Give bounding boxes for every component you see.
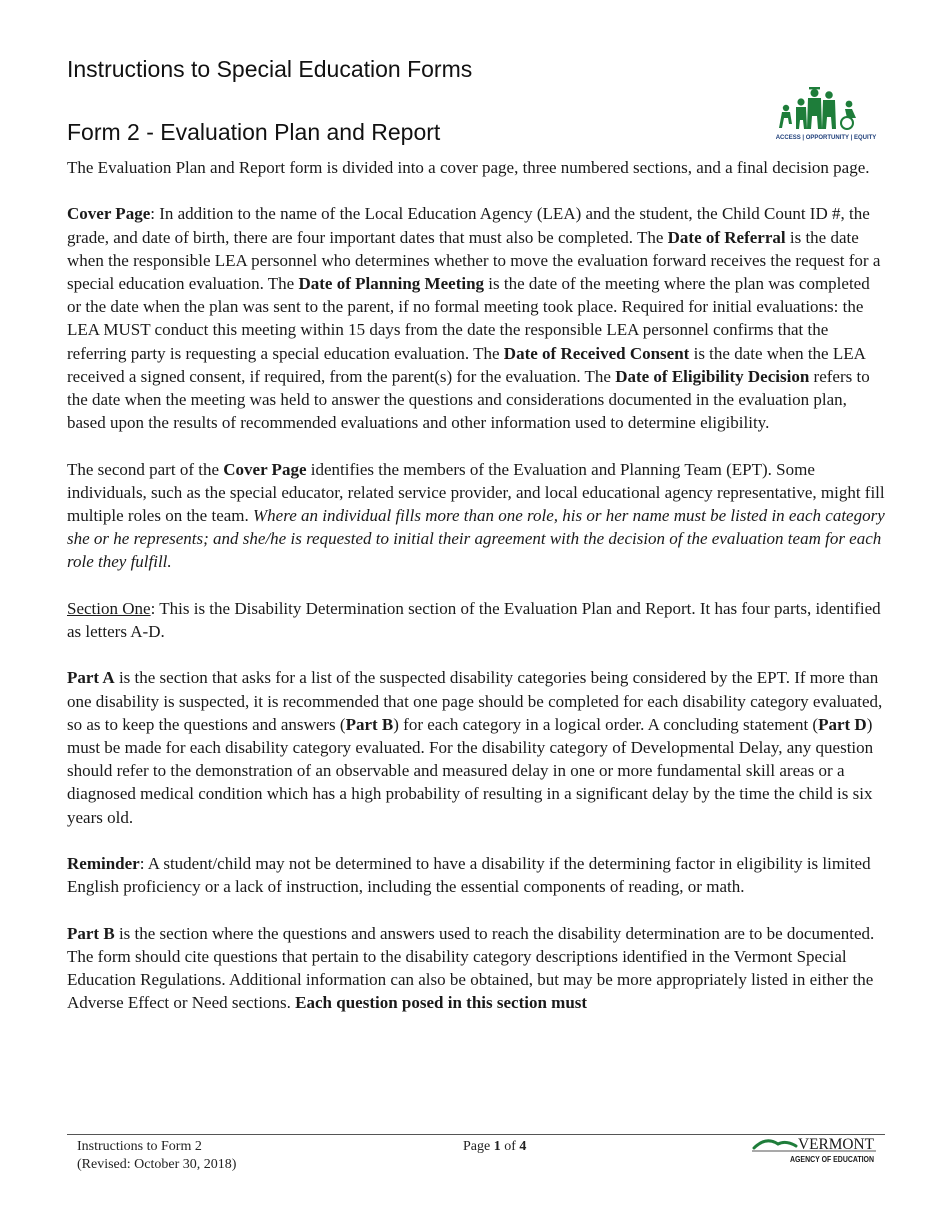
section-one-label: Section One	[67, 598, 151, 618]
cover-page-label: Cover Page	[67, 204, 151, 224]
text-run: is the section that asks for a list of the suspected disability categories being considered by the EPT. If more than one disability is suspected, it is recommended that one page should be completed for each disability category evaluated, so as to keep the questions and answers (	[67, 668, 883, 734]
page-number	[463, 1138, 526, 1156]
emphasis-statement: Each question posed in this section must	[295, 993, 588, 1013]
text-run: ) for each category in a logical order. A concluding statement (	[393, 714, 819, 734]
document-title: Instructions to Special Education Forms	[67, 56, 473, 82]
part-b-term: Part B	[67, 923, 115, 943]
text-run: ) must be made for each disability category evaluated. For the disability category of Developmental Delay, any question should refer to the demonstration of an observable and measured delay in one or more fundamental skill areas or a diagnosed medical condition which has a high probability of resulting in a significant delay by the time the child is six years old.	[67, 714, 874, 827]
cover-page-team-paragraph	[67, 458, 885, 574]
date-of-eligibility-decision-term: Date of Eligibility Decision	[615, 366, 810, 386]
agency-logo-people	[772, 82, 880, 142]
text-run: is the date when the responsible LEA personnel who determines whether to move the evaluation forward receives the request for a special education evaluation. The	[67, 227, 881, 293]
logo-tagline: ACCESS | OPPORTUNITY | EQUITY	[775, 135, 877, 141]
part-b-term: Part B	[345, 714, 394, 734]
text-run: is the date when the LEA received a signed consent, if required, from the parent(s) for the evaluation. The	[67, 343, 865, 386]
part-b-paragraph	[67, 922, 885, 1015]
page-label: Page	[463, 1139, 494, 1154]
text-run: refers to the date when the meeting was held to answer the questions and considerations documented in the evaluation plan, based upon the results of recommended evaluations and other information used to determine eligibility.	[67, 366, 870, 433]
reminder-label: Reminder	[67, 854, 140, 874]
total-pages: 4	[519, 1139, 527, 1154]
reminder-paragraph	[67, 852, 885, 898]
document-body	[67, 156, 885, 1038]
text-run: identifies the members of the Evaluation and Planning Team (EPT). Some individuals, such as the special educator, related service provider, and local educational agency representative, might fill multiple roles on the team.	[67, 459, 885, 526]
date-of-received-consent-term: Date of Received Consent	[503, 343, 690, 363]
text-run: : A student/child may not be determined to have a disability if the determining factor in eligibility is limited English proficiency or a lack of instruction, including the essential components of reading, or math.	[67, 854, 871, 897]
intro-paragraph: The Evaluation Plan and Report form is divided into a cover page, three numbered sections, and a final decision page.	[67, 158, 870, 177]
vermont-wordmark: VERMONT	[798, 1136, 875, 1153]
agency-of-education-wordmark: AGENCY OF EDUCATION	[790, 1155, 875, 1164]
part-d-term: Part D	[818, 714, 867, 734]
vermont-aoe-logo	[752, 1134, 876, 1166]
part-a-paragraph	[67, 666, 885, 828]
text-run: : In addition to the name of the Local Education Agency (LEA) and the student, the Child Count ID #, the grade, and date of birth, there are four important dates that must also be completed. The	[67, 204, 870, 247]
section-one-paragraph	[67, 597, 885, 643]
part-a-term: Part A	[67, 668, 115, 688]
current-page: 1	[493, 1139, 501, 1154]
date-of-referral-term: Date of Referral	[667, 227, 786, 247]
cover-page-paragraph	[67, 202, 885, 434]
footer-form-name: Instructions to Form 2	[77, 1139, 202, 1154]
cover-page-term: Cover Page	[223, 459, 307, 479]
date-of-planning-meeting-term: Date of Planning Meeting	[298, 274, 485, 293]
form-title: Form 2 - Evaluation Plan and Report	[67, 119, 441, 145]
footer-revised-date: (Revised: October 30, 2018)	[77, 1157, 237, 1172]
text-run: The second part of the	[67, 459, 224, 479]
footer-form-info	[77, 1138, 236, 1174]
page-of-label: of	[500, 1139, 520, 1154]
text-run: is the section where the questions and answers used to reach the disability determination are to be documented. The form should cite questions that pertain to the disability category descriptions identified in the Vermont Special Education Regulations. Additional information can also be obtained, but may be more appropriately listed in either the Adverse Effect or Need sections.	[67, 923, 875, 1013]
text-run: : This is the Disability Determination section of the Evaluation Plan and Report. It has four parts, identified as letters A-D.	[67, 598, 881, 642]
italic-note: Where an individual fills more than one role, his or her name must be listed in each category she or he represents; and she/he is requested to initial their agreement with the decision of the evaluation team for each role they fulfill.	[67, 506, 885, 572]
text-run: is the date of the meeting where the plan was completed or the date when the plan was sent to the parent, if no formal meeting took place. Required for initial evaluations: the LEA MUST conduct this meeting within 15 days from the date the responsible LEA personnel confirms that the referring party is requesting a special education evaluation. The	[67, 274, 870, 363]
